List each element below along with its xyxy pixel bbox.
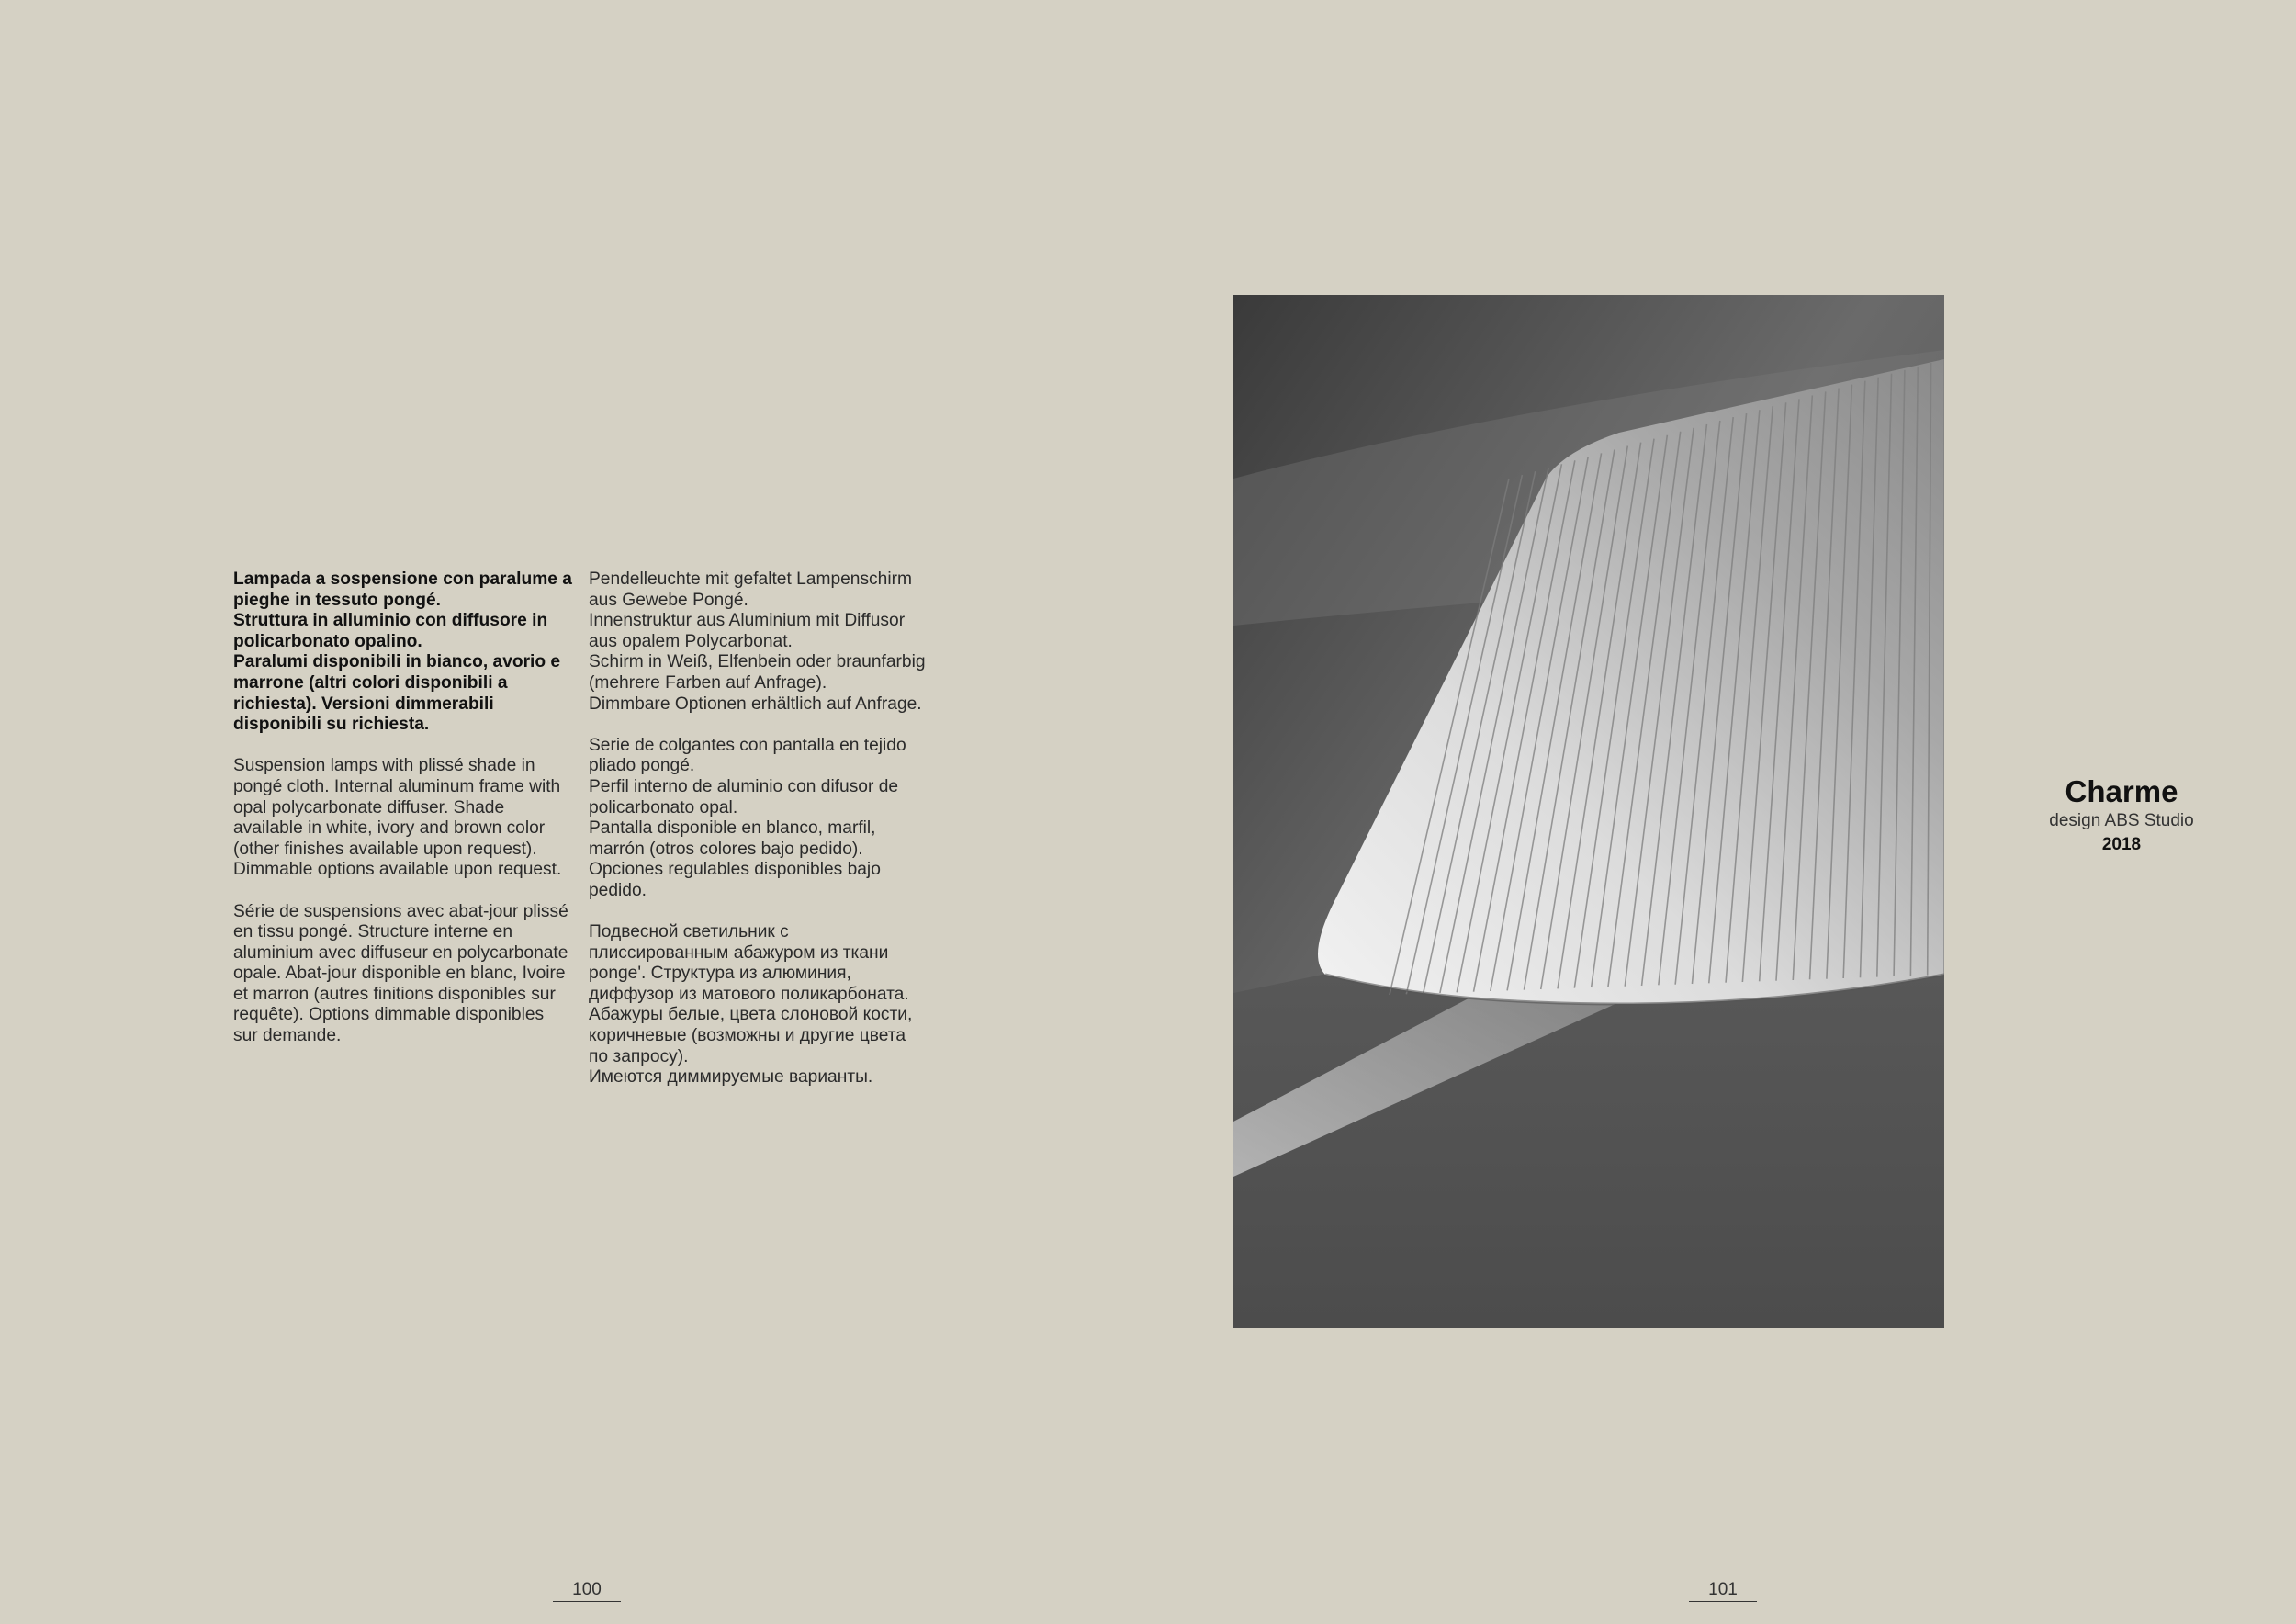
product-name: Charme xyxy=(2065,774,2178,808)
english-line-1: Suspension lamps with plissé shade in pongé cloth. Internal aluminum frame with opal polycarbonate diffuser. Shade available in white, ivory and brown color (other finishes available upon request). xyxy=(233,756,561,859)
page-number-right: 101 xyxy=(1689,1580,1757,1602)
text-column-left xyxy=(233,570,573,1067)
german-line-2: Innenstruktur aus Aluminium mit Diffusor aus opalem Polycarbonat. xyxy=(589,611,906,651)
german-line-4: Dimmbare Optionen erhältlich auf Anfrage. xyxy=(589,694,922,714)
product-info xyxy=(1984,773,2259,858)
description-german xyxy=(589,570,929,715)
russian-line-2: Имеются диммируемые варианты. xyxy=(589,1067,873,1088)
german-line-1: Pendelleuchte mit gefaltet Lampenschirm aus Gewebe Pongé. xyxy=(589,570,912,610)
spanish-line-4: Opciones regulables disponibles bajo pedido. xyxy=(589,860,881,900)
english-line-2: Dimmable options available upon request. xyxy=(233,860,562,880)
spanish-line-3: Pantalla disponible en blanco, marfil, marrón (otros colores bajo pedido). xyxy=(589,818,876,859)
description-english xyxy=(233,756,573,881)
description-french xyxy=(233,902,573,1047)
product-designer: design ABS Studio xyxy=(2049,811,2194,830)
lampshade-photo-image xyxy=(1233,295,1944,1328)
italian-line-1: Lampada a sospensione con paralume a pieghe in tessuto pongé. xyxy=(233,570,572,610)
french-line-1: Série de suspensions avec abat-jour plissé en tissu pongé. Structure interne en aluminium avec diffuseur en polycarbonate opale. Abat-jour disponible en blanc, Ivoire et marron (autres finitions disponibles sur requête). Options dimmable disponibles sur demande. xyxy=(233,901,568,1046)
italian-line-3: Paralumi disponibili in bianco, avorio e marrone (altri colori disponibili a richiesta). Versioni dimmerabili disponibili su richiesta. xyxy=(233,652,561,735)
text-column-middle xyxy=(589,570,929,1109)
description-italian xyxy=(233,570,573,736)
russian-line-1: Подвесной светильник с плиссированным абажуром из ткани ponge'. Структура из алюминия, диффузор из матового поликарбоната. Абажуры белые, цвета слоновой кости, коричневые (возможны и другие цвета по запросу). xyxy=(589,922,913,1066)
description-russian xyxy=(589,922,929,1088)
spanish-line-1: Serie de colgantes con pantalla en tejido pliado pongé. xyxy=(589,735,906,776)
italian-line-2: Struttura in alluminio con diffusore in policarbonato opalino. xyxy=(233,611,548,651)
product-photo xyxy=(1233,295,1944,1328)
page-number-left: 100 xyxy=(553,1580,621,1602)
german-line-3: Schirm in Weiß, Elfenbein oder braunfarbig (mehrere Farben auf Anfrage). xyxy=(589,652,926,693)
spanish-line-2: Perfil interno de aluminio con difusor de policarbonato opal. xyxy=(589,776,899,818)
description-spanish xyxy=(589,736,929,902)
product-year: 2018 xyxy=(2101,835,2142,854)
